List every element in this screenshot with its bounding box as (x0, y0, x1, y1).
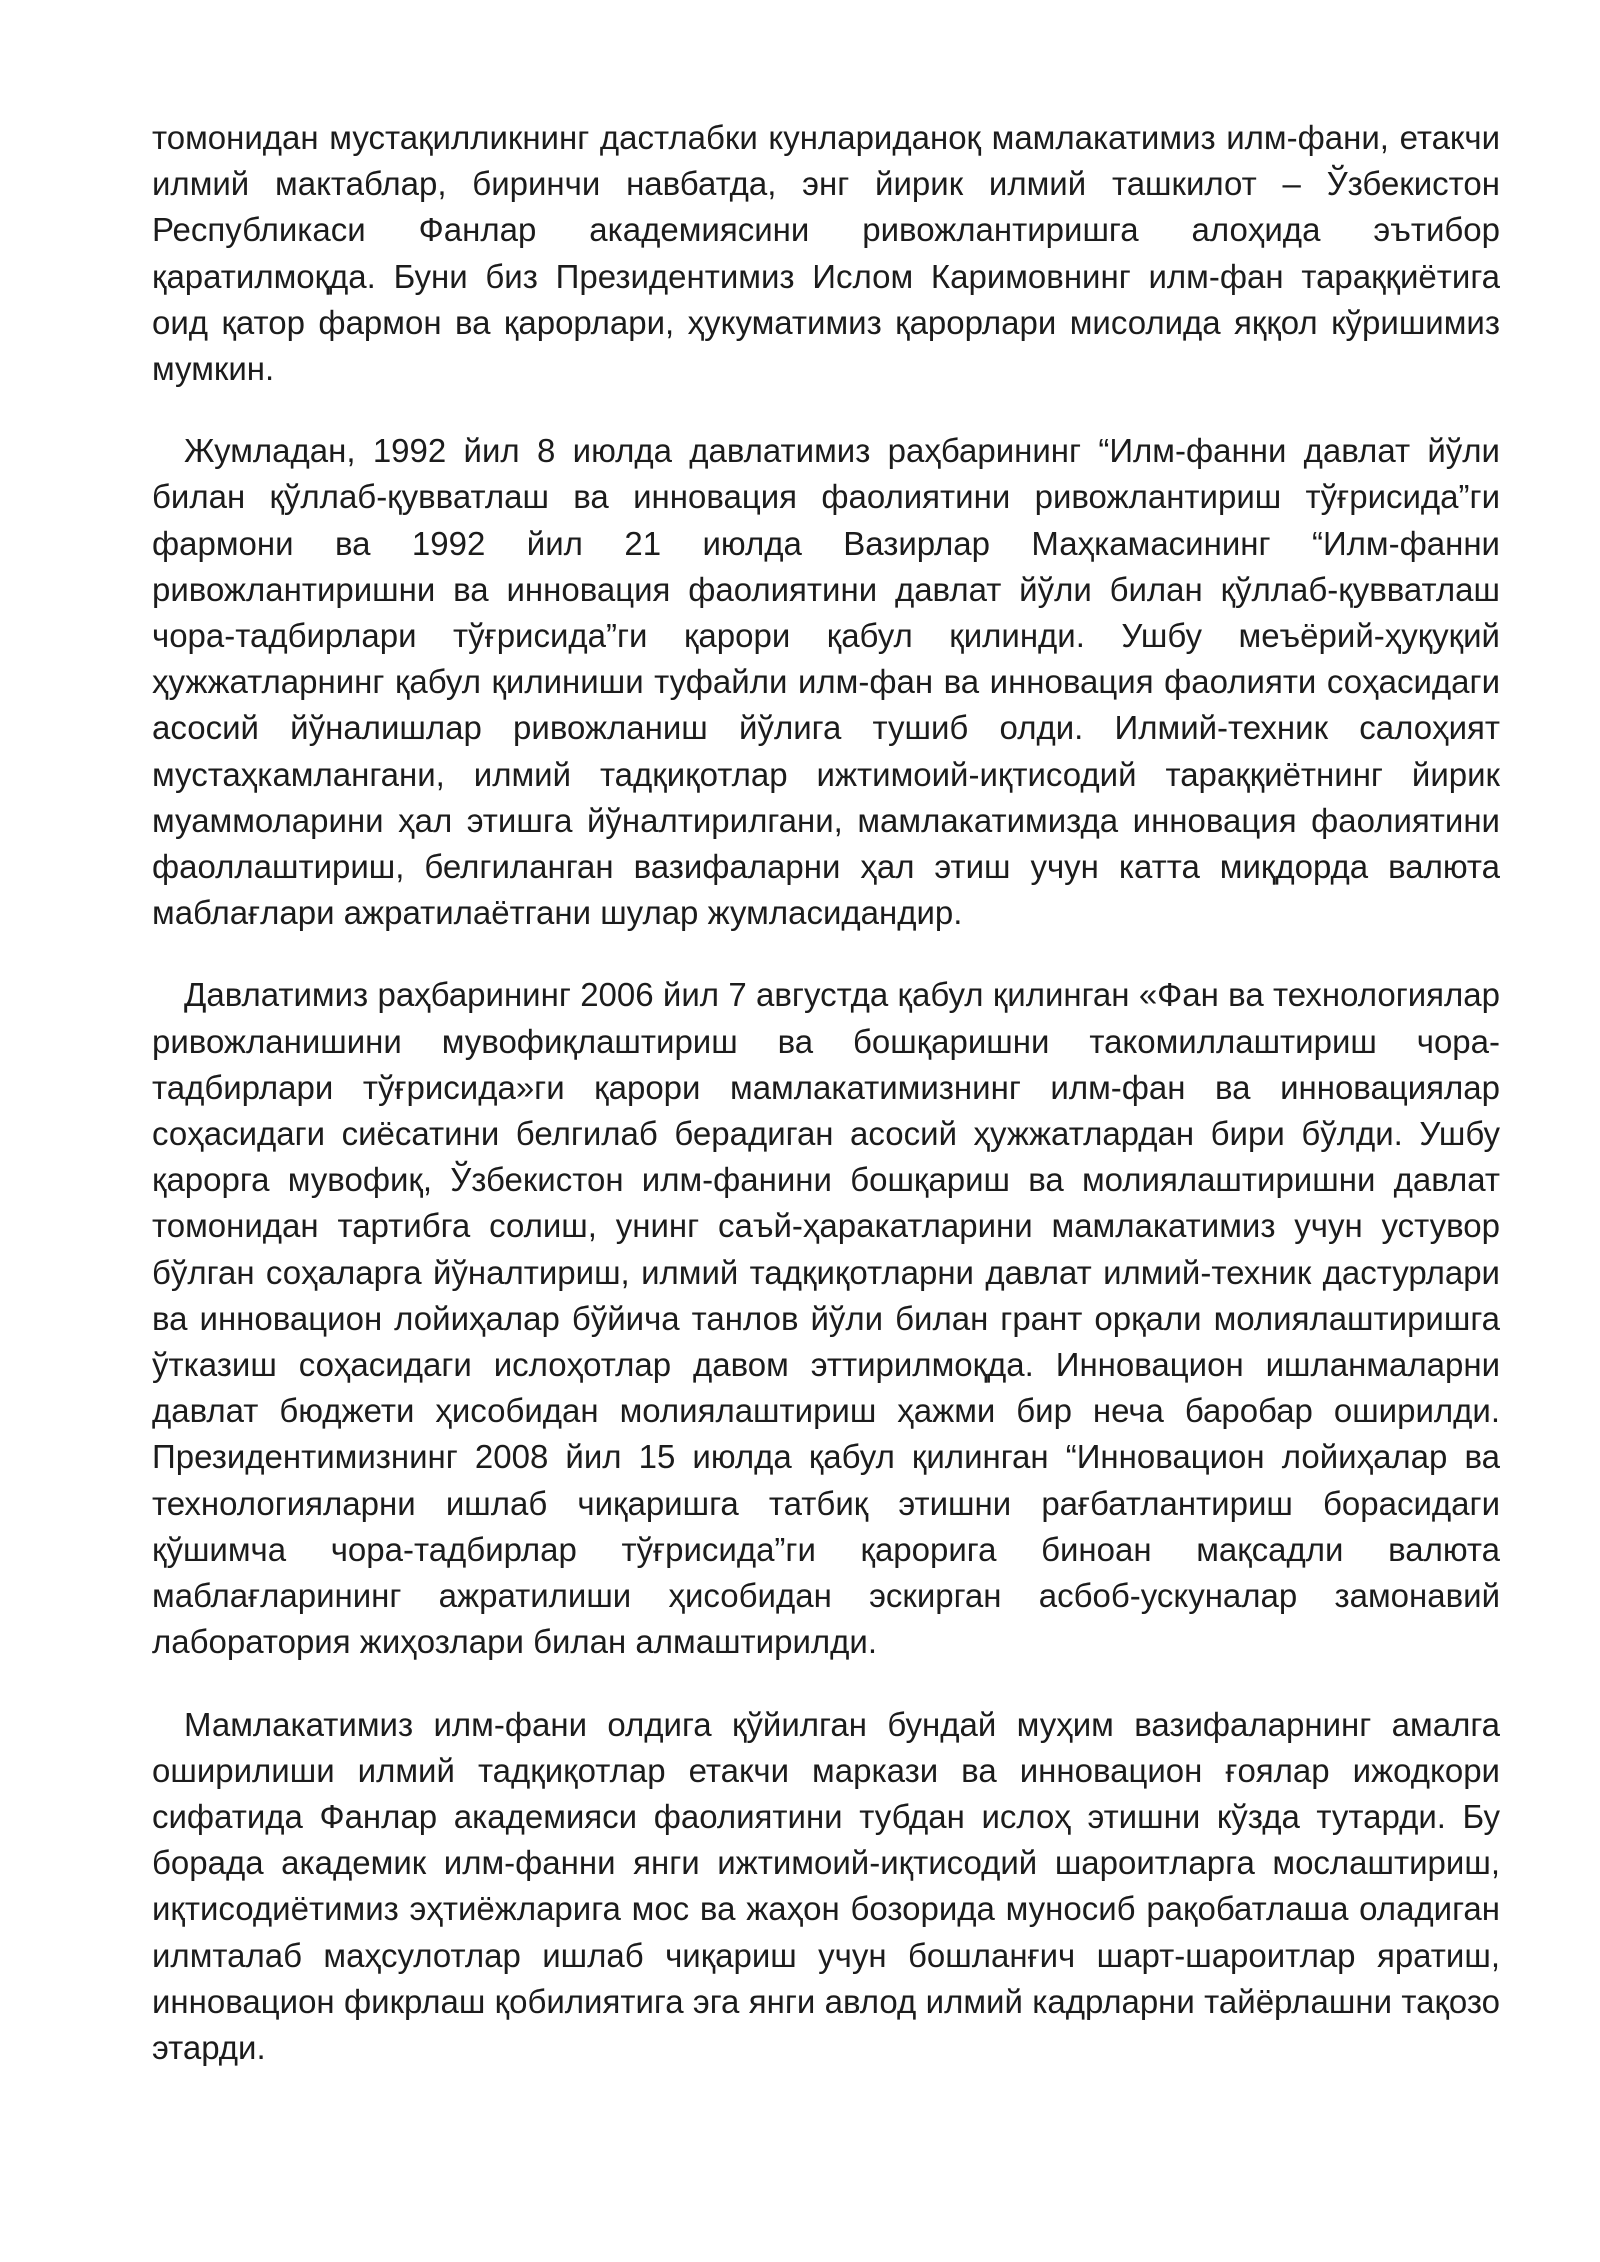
paragraph-4: Мамлакатимиз илм-фани олдига қўйилган бундай муҳим вазифаларнинг амалга оширилиши илмий тадқиқотлар етакчи маркази ва инновацион ғоялар ижодкори сифатида Фанлар академияси фаолиятини тубдан ислоҳ этишни кўзда тутарди. Бу борада академик илм-фанни янги ижтимоий-иқтисодий шароитларга мослаштириш, иқтисодиётимиз эҳтиёжларига мос ва жаҳон бозорида муносиб рақобатлаша оладиган илмталаб маҳсулотлар ишлаб чиқариш учун бошланғич шарт-шароитлар яратиш, инновацион фикрлаш қобилиятига эга янги авлод илмий кадрларни тайёрлашни тақозо этарди. (152, 1705, 1500, 2066)
paragraph-1: томонидан мустақилликнинг дастлабки кунлариданоқ мамлакатимиз илм-фани, етакчи илмий мактаблар, биринчи навбатда, энг йирик илмий ташкилот – Ўзбекистон Республикаси Фанлар академиясини ривожлантиришга алоҳида эътибор қаратилмоқда. Буни биз Президентимиз Ислом Каримовнинг илм-фан тараққиётига оид қатор фармон ва қарорлари, ҳукуматимиз қарорлари мисолида яққол кўришимиз мумкин. (152, 119, 1500, 388)
document-body (152, 115, 1500, 2107)
paragraph-2: Жумладан, 1992 йил 8 июлда давлатимиз раҳбарининг “Илм-фанни давлат йўли билан қўллаб-қувватлаш ва инновация фаолиятини ривожлантириш тўғрисида”ги фармони ва 1992 йил 21 июлда Вазирлар Маҳкамасининг “Илм-фанни ривожлантиришни ва инновация фаолиятини давлат йўли билан қўллаб-қувватлаш чора-тадбирлари тўғрисида”ги қарори қабул қилинди. Ушбу меъёрий-ҳуқуқий ҳужжатларнинг қабул қилиниши туфайли илм-фан ва инновация фаолияти соҳасидаги асосий йўналишлар ривожланиш йўлига тушиб олди. Илмий-техник салоҳият мустаҳкамлангани, илмий тадқиқотлар ижтимоий-иқтисодий тараққиётнинг йирик муаммоларини ҳал этишга йўналтирилгани, мамлакатимизда инновация фаолиятини фаоллаштириш, белгиланган вазифаларни ҳал этиш учун катта миқдорда валюта маблағлари ажратилаётгани шулар жумласидандир. (152, 432, 1500, 932)
paragraph-3: Давлатимиз раҳбарининг 2006 йил 7 августда қабул қилинган «Фан ва технологиялар ривожланишини мувофиқлаштириш ва бошқаришни такомиллаштириш чора-тадбирлари тўғрисида»ги қарори мамлакатимизнинг илм-фан ва инновациялар соҳасидаги сиёсатини белгилаб берадиган асосий ҳужжатлардан бири бўлди. Ушбу қарорга мувофиқ, Ўзбекистон илм-фанини бошқариш ва молиялаштиришни давлат томонидан тартибга солиш, унинг саъй-ҳаракатларини мамлакатимиз учун устувор бўлган соҳаларга йўналтириш, илмий тадқиқотларни давлат илмий-техник дастурлари ва инновацион лойиҳалар бўйича танлов йўли билан грант орқали молиялаштиришга ўтказиш соҳасидаги ислоҳотлар давом эттирилмоқда. Инновацион ишланмаларни давлат бюджети ҳисобидан молиялаштириш ҳажми бир неча баробар оширилди. Президентимизнинг 2008 йил 15 июлда қабул қилинган “Инновацион лойиҳалар ва технологияларни ишлаб чиқаришга татбиқ этишни рағбатлантириш борасидаги қўшимча чора-тадбирлар тўғрисида”ги қарорига биноан мақсадли валюта маблағларининг ажратилиши ҳисобидан эскирган асбоб-ускуналар замонавий лаборатория жиҳозлари билан алмаштирилди. (152, 976, 1500, 1661)
